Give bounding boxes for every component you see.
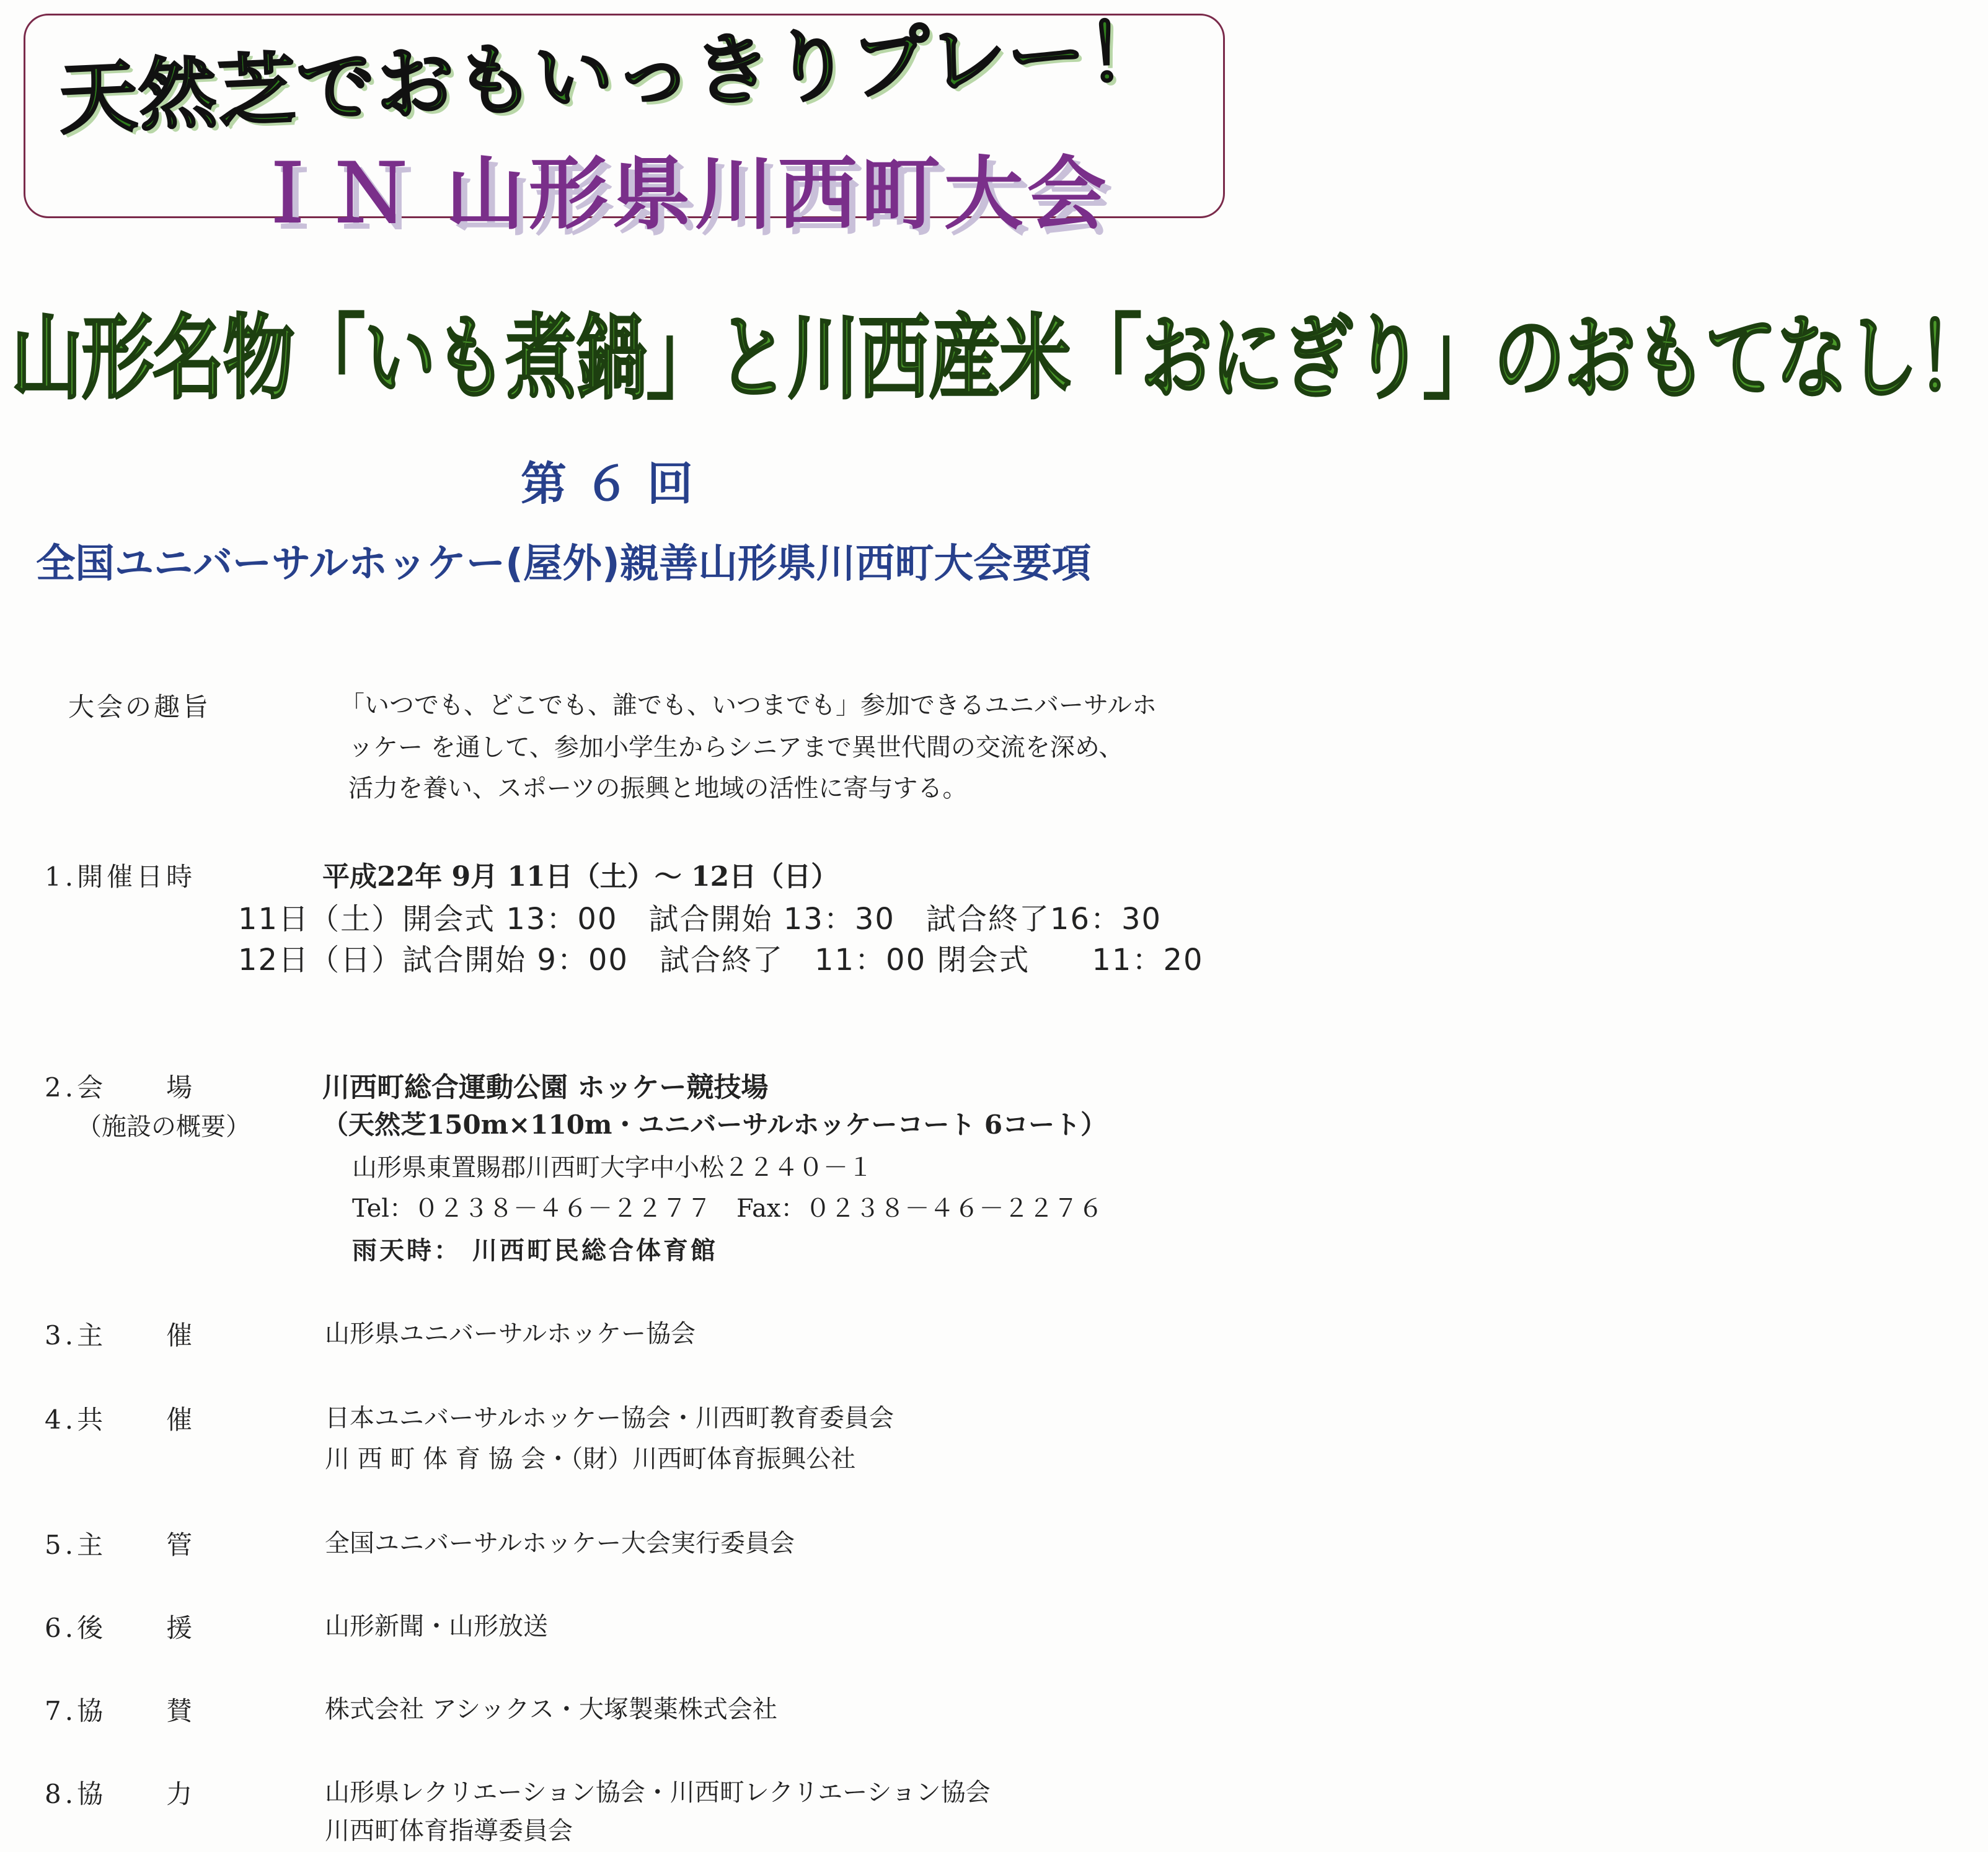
venue-address: 山形県東置賜郡川西町大字中小松２２４０－１ bbox=[352, 1153, 873, 1182]
section-2-label: 2.会 場 bbox=[45, 1072, 197, 1103]
section-1-label: 1.開催日時 bbox=[45, 862, 197, 892]
rain-venue: 雨天時： 川西町民総合体育館 bbox=[352, 1236, 718, 1265]
header-line-2: ＩＮ 山形県川西町大会 bbox=[248, 148, 1110, 240]
purpose-line-1: 「いつでも、どこでも、誰でも、いつまでも」参加できるユニバーサルホ bbox=[340, 691, 1157, 720]
schedule-day-1: 11日（土）開会式 13：00 試合開始 13：30 試合終了16：30 bbox=[238, 902, 1162, 937]
section-6-label: 6.後 援 bbox=[45, 1613, 197, 1643]
event-date: 平成22年 9月 11日（土）～ 12日（日） bbox=[322, 861, 839, 893]
management: 全国ユニバーサルホッケー大会実行委員会 bbox=[325, 1529, 795, 1558]
schedule-day-2: 12日（日）試合開始 9：00 試合終了 11：00 閉会式 11：20 bbox=[238, 943, 1204, 977]
header-line-1: 天然芝でおもいっきりプレー！ bbox=[57, 6, 1168, 145]
subtitle: 山形名物「いも煮鍋」と川西産米「おにぎり」のおもてなし！ bbox=[11, 305, 1988, 412]
section-3-label: 3.主 催 bbox=[45, 1320, 197, 1351]
purpose-line-3: 活力を養い、スポーツの振興と地域の活性に寄与する。 bbox=[348, 774, 968, 803]
section-2-sublabel: （施設の概要） bbox=[77, 1113, 250, 1141]
venue-name: 川西町総合運動公園 ホッケー競技場 bbox=[322, 1072, 769, 1103]
venue-facility: （天然芝150m×110m・ユニバーサルホッケーコート 6コート） bbox=[322, 1109, 1107, 1140]
cooperation-2: 川西町体育指導委員会 bbox=[325, 1817, 573, 1845]
section-5-label: 5.主 管 bbox=[45, 1530, 197, 1560]
section-4-label: 4.共 催 bbox=[45, 1404, 197, 1435]
purpose-line-2: ッケー を通して、参加小学生からシニアまで異世代間の交流を深め、 bbox=[348, 733, 1124, 762]
supporters: 山形新聞・山形放送 bbox=[325, 1612, 548, 1641]
venue-contact: Tel：０２３８－４６－２２７７ Fax：０２３８－４６－２２７６ bbox=[352, 1194, 1103, 1223]
cooperation-1: 山形県レクリエーション協会・川西町レクリエーション協会 bbox=[325, 1778, 991, 1807]
purpose-label: 大会の趣旨 bbox=[68, 692, 211, 722]
section-7-label: 7.協 賛 bbox=[45, 1696, 197, 1726]
co-organizer-1: 日本ユニバーサルホッケー協会・川西町教育委員会 bbox=[325, 1404, 894, 1432]
edition: 第６回 bbox=[521, 457, 710, 511]
event-title: 全国ユニバーサルホッケー(屋外)親善山形県川西町大会要項 bbox=[36, 541, 1092, 587]
section-8-label: 8.協 力 bbox=[45, 1779, 197, 1809]
sponsors: 株式会社 アシックス・大塚製薬株式会社 bbox=[325, 1695, 777, 1724]
co-organizer-2: 川 西 町 体 育 協 会・（財）川西町体育振興公社 bbox=[325, 1445, 856, 1473]
organizer: 山形県ユニバーサルホッケー協会 bbox=[325, 1320, 696, 1348]
